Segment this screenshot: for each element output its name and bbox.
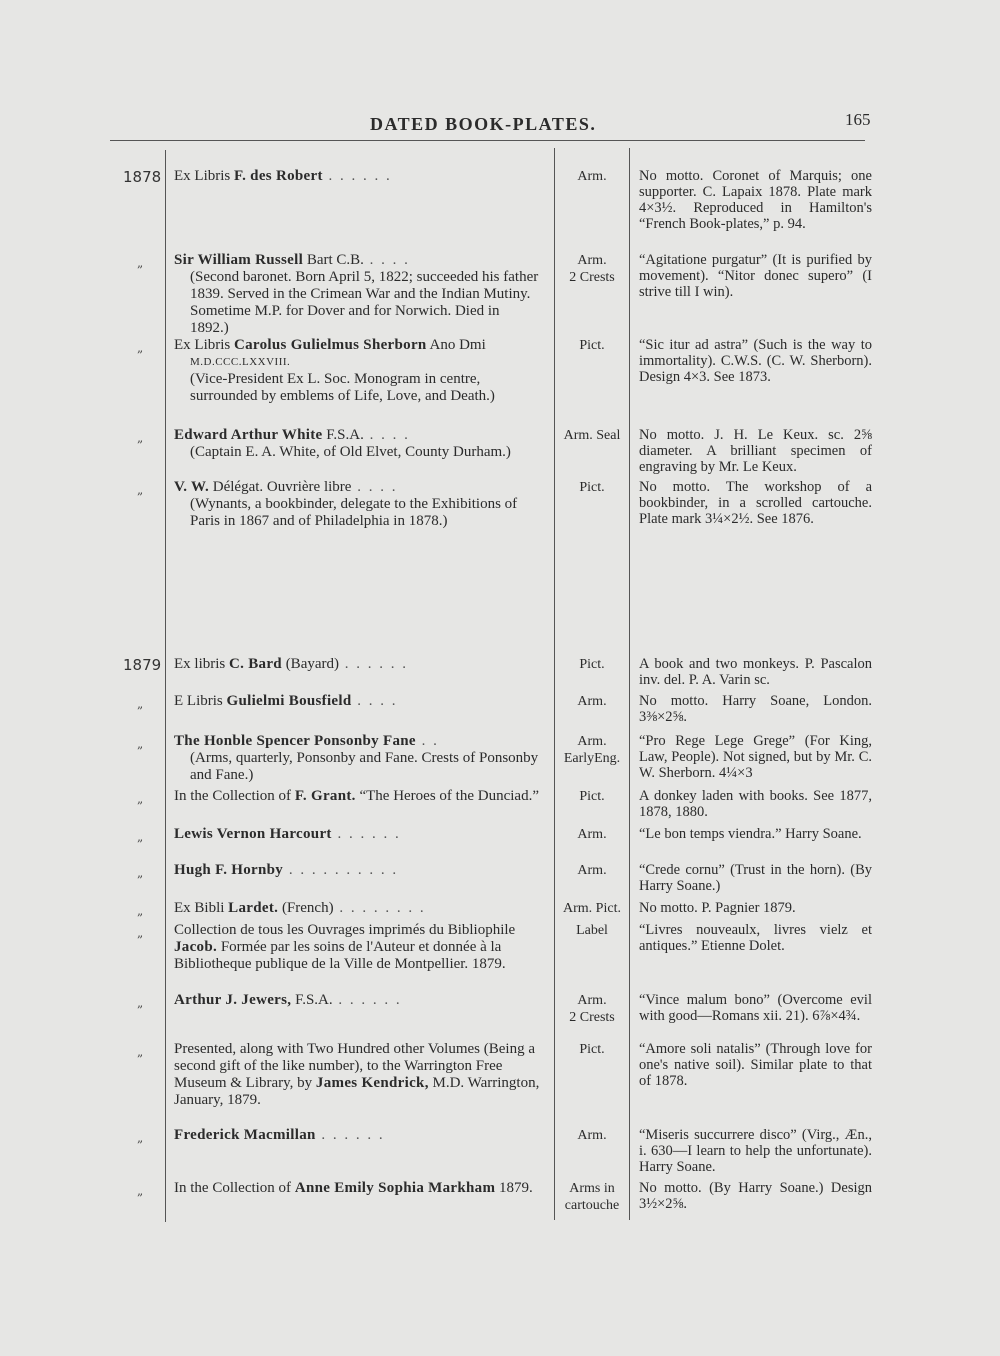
column-rule-year xyxy=(165,150,166,1222)
description-suffix: F.S.A. xyxy=(291,992,333,1008)
ditto-mark: „ xyxy=(137,830,144,844)
entry-remarks: No motto. P. Pagnier 1879. xyxy=(639,900,796,916)
plate-type: Arm. 2 Crests xyxy=(569,993,615,1025)
ditto-mark: „ xyxy=(137,431,144,445)
entry-description xyxy=(174,733,542,784)
description-prefix: In the Collection of xyxy=(174,1180,295,1196)
plate-type: Arm. EarlyEng. xyxy=(563,734,621,766)
owner-name: F. des Robert xyxy=(234,168,323,184)
plate-type: Arm. Pict. xyxy=(563,901,621,916)
entry-note: (Second baronet. Born April 5, 1822; succeeded his father 1839. Served in the Crimean War and the Indian Mutiny. Sometime M.P. for Dover and for Norwich. Died in 1892.) xyxy=(190,269,539,336)
plate-type: Pict. xyxy=(579,338,605,353)
ditto-mark: „ xyxy=(137,697,144,711)
entry-description xyxy=(174,992,542,1009)
entry-description xyxy=(174,900,542,917)
entry-remarks: “Vince malum bono” (Overcome evil with good—Romans xii. 21). 6⅞×4¾. xyxy=(639,992,872,1024)
description-suffix: (French) xyxy=(278,900,334,916)
owner-name: Carolus Gulielmus Sherborn xyxy=(234,337,427,353)
ditto-mark: „ xyxy=(137,737,144,751)
entry-description xyxy=(174,1180,542,1197)
plate-type: Arms in cartouche xyxy=(564,1181,620,1213)
description-prefix: In the Collection of xyxy=(174,788,295,804)
entry-description xyxy=(174,862,542,879)
header-rule xyxy=(110,140,865,141)
entry-remarks: “Crede cornu” (Trust in the horn). (By Harry Soane.) xyxy=(639,862,872,894)
owner-name: V. W. xyxy=(174,479,210,495)
entry-remarks: “Miseris succurrere disco” (Virg., Æn., i. 630—I learn to help the unfortunate). Harry Soane. xyxy=(639,1127,872,1175)
plate-type: Arm. 2 Crests xyxy=(569,253,615,285)
leader-dots: . . . . . . . . xyxy=(333,900,426,916)
leader-dots: . . . . xyxy=(363,427,410,443)
roman-date: M.D.CCC.LXXVIII. xyxy=(190,356,291,368)
entry-remarks: “Sic itur ad astra” (Such is the way to immortality). C.W.S. (C. W. Sherborn). Design 4×3. See 1873. xyxy=(639,337,872,385)
owner-name: Arthur J. Jewers, xyxy=(174,992,292,1008)
entry-description xyxy=(174,693,542,710)
ditto-mark: „ xyxy=(137,341,144,355)
entry-remarks: No motto. (By Harry Soane.) Design 3½×2⅝. xyxy=(639,1180,872,1212)
description-prefix: E Libris xyxy=(174,693,227,709)
entry-remarks: A book and two monkeys. P. Pascalon inv. del. P. A. Varin sc. xyxy=(639,656,872,688)
entry-description xyxy=(174,427,542,461)
entry-remarks: “Pro Rege Lege Grege” (For King, Law, People). Not signed, but by Mr. C. W. Sherborn. 4¼×3 xyxy=(639,733,872,781)
leader-dots: . . . . . . xyxy=(339,656,408,672)
column-rule-type-left xyxy=(554,148,555,1220)
entry-description xyxy=(174,656,542,673)
ditto-mark: „ xyxy=(137,1045,144,1059)
plate-type: Pict. xyxy=(579,1042,605,1057)
ditto-mark: „ xyxy=(137,1184,144,1198)
plate-type: Pict. xyxy=(579,789,605,804)
entry-description xyxy=(174,1041,542,1109)
description-suffix: F.S.A. xyxy=(322,427,364,443)
owner-name: Gulielmi Bousfield xyxy=(226,693,352,709)
description-prefix: Collection de tous les Ouvrages imprimés du Bibliophile xyxy=(174,922,516,938)
plate-type: Pict. xyxy=(579,657,605,672)
ditto-mark: „ xyxy=(137,1131,144,1145)
leader-dots: . . xyxy=(415,733,439,749)
description-prefix: Ex libris xyxy=(174,656,229,672)
year-label: 1879 xyxy=(123,656,162,674)
page-number: 165 xyxy=(845,110,871,129)
owner-name: The Honble Spencer Ponsonby Fane xyxy=(174,733,416,749)
leader-dots: . . . . . . xyxy=(332,992,402,1008)
leader-dots: . . . . . . . . . . xyxy=(283,862,399,878)
running-header-title: DATED BOOK-PLATES. xyxy=(370,114,597,134)
owner-name: Anne Emily Sophia Markham xyxy=(294,1180,496,1196)
entry-description xyxy=(174,337,542,405)
owner-name: Sir William Russell xyxy=(174,252,304,268)
entry-description xyxy=(174,788,542,805)
leader-dots: . . . . xyxy=(351,693,398,709)
description-prefix: Ex Libris xyxy=(174,168,234,184)
entry-remarks: A donkey laden with books. See 1877, 1878, 1880. xyxy=(639,788,872,820)
description-suffix: Formée par les soins de l'Auteur et donnée à la Bibliotheque publique de la Ville de Montpellier. 1879. xyxy=(174,939,506,972)
entry-description xyxy=(174,479,542,530)
entry-remarks: No motto. The workshop of a bookbinder, in a scrolled cartouche. Plate mark 3¼×2½. See 1876. xyxy=(639,479,872,527)
entry-remarks: No motto. J. H. Le Keux. sc. 2⅝ diameter. A brilliant specimen of engraving by Mr. Le Keux. xyxy=(639,427,872,475)
plate-type: Arm. xyxy=(577,694,607,709)
entry-description xyxy=(174,252,542,337)
owner-name: Edward Arthur White xyxy=(174,427,323,443)
column-rule-type-right xyxy=(629,148,630,1220)
plate-type: Arm. xyxy=(577,169,607,184)
plate-type: Arm. xyxy=(577,827,607,842)
ditto-mark: „ xyxy=(137,904,144,918)
entry-description xyxy=(174,1127,542,1144)
entry-description xyxy=(174,922,542,973)
entry-description xyxy=(174,826,542,843)
entry-note: (Arms, quarterly, Ponsonby and Fane. Crests of Ponsonby and Fane.) xyxy=(190,750,539,783)
owner-name: C. Bard xyxy=(229,656,282,672)
owner-name: Frederick Macmillan xyxy=(174,1127,316,1143)
entry-remarks: No motto. Coronet of Marquis; one supporter. C. Lapaix 1878. Plate mark 4×3½. Reproduced in Hamilton's “French Book-plates,” p. 94. xyxy=(639,168,872,232)
leader-dots: . . . . . . xyxy=(315,1127,385,1143)
description-prefix: Presented, along with Two Hundred other Volumes (Being a second gift of the like number), to the Warrington Free Museum & Library, by xyxy=(174,1041,535,1091)
entry-note: (Vice-President Ex L. Soc. Monogram in centre, surrounded by emblems of Life, Love, and Death.) xyxy=(190,371,495,404)
ditto-mark: „ xyxy=(137,926,144,940)
leader-dots: . . . . xyxy=(363,252,410,268)
plate-type: Arm. Seal xyxy=(563,428,621,443)
ditto-mark: „ xyxy=(137,792,144,806)
entry-remarks: “Livres nouveaulx, livres vielz et antiques.” Etienne Dolet. xyxy=(639,922,872,954)
ditto-mark: „ xyxy=(137,866,144,880)
leader-dots: . . . . xyxy=(351,479,398,495)
owner-name: Hugh F. Hornby xyxy=(174,862,284,878)
ditto-mark: „ xyxy=(137,256,144,270)
description-suffix: “The Heroes of the Dunciad.” xyxy=(355,788,539,804)
plate-type: Pict. xyxy=(579,480,605,495)
description-suffix: (Bayard) xyxy=(281,656,339,672)
entry-remarks: “Agitatione purgatur” (It is purified by movement). “Nitor donec supero” (I strive till I win). xyxy=(639,252,872,300)
owner-name: Lewis Vernon Harcourt xyxy=(174,826,332,842)
entry-description xyxy=(174,168,542,185)
leader-dots: . . . . . . xyxy=(331,826,401,842)
plate-type: Arm. xyxy=(577,1128,607,1143)
entry-remarks: No motto. Harry Soane, London. 3⅜×2⅝. xyxy=(639,693,872,725)
description-suffix: Ano Dmi xyxy=(426,337,486,353)
ditto-mark: „ xyxy=(137,483,144,497)
ditto-mark: „ xyxy=(137,996,144,1010)
entry-note: (Wynants, a bookbinder, delegate to the Exhibitions of Paris in 1867 and of Philadelphia in 1878.) xyxy=(190,496,518,529)
owner-name: Jacob. xyxy=(174,939,218,955)
year-label: 1878 xyxy=(123,168,162,186)
plate-type: Arm. xyxy=(577,863,607,878)
owner-name: Lardet. xyxy=(228,900,279,916)
entry-note: (Captain E. A. White, of Old Elvet, County Durham.) xyxy=(190,444,511,460)
description-suffix: Bart C.B. xyxy=(303,252,364,268)
owner-name: James Kendrick, xyxy=(315,1075,429,1091)
description-prefix: Ex Bibli xyxy=(174,900,229,916)
description-prefix: Ex Libris xyxy=(174,337,234,353)
entry-remarks: “Amore soli natalis” (Through love for one's native soil). Similar plate to that of 1878. xyxy=(639,1041,872,1089)
entry-remarks: “Le bon temps viendra.” Harry Soane. xyxy=(639,826,862,842)
description-suffix: 1879. xyxy=(495,1180,533,1196)
description-suffix: Délégat. Ouvrière libre xyxy=(209,479,352,495)
description-suffix: M.D. Warrington, January, 1879. xyxy=(174,1075,540,1108)
leader-dots: . . . . . . xyxy=(322,168,392,184)
owner-name: F. Grant. xyxy=(294,788,356,804)
plate-type: Label xyxy=(576,923,608,938)
